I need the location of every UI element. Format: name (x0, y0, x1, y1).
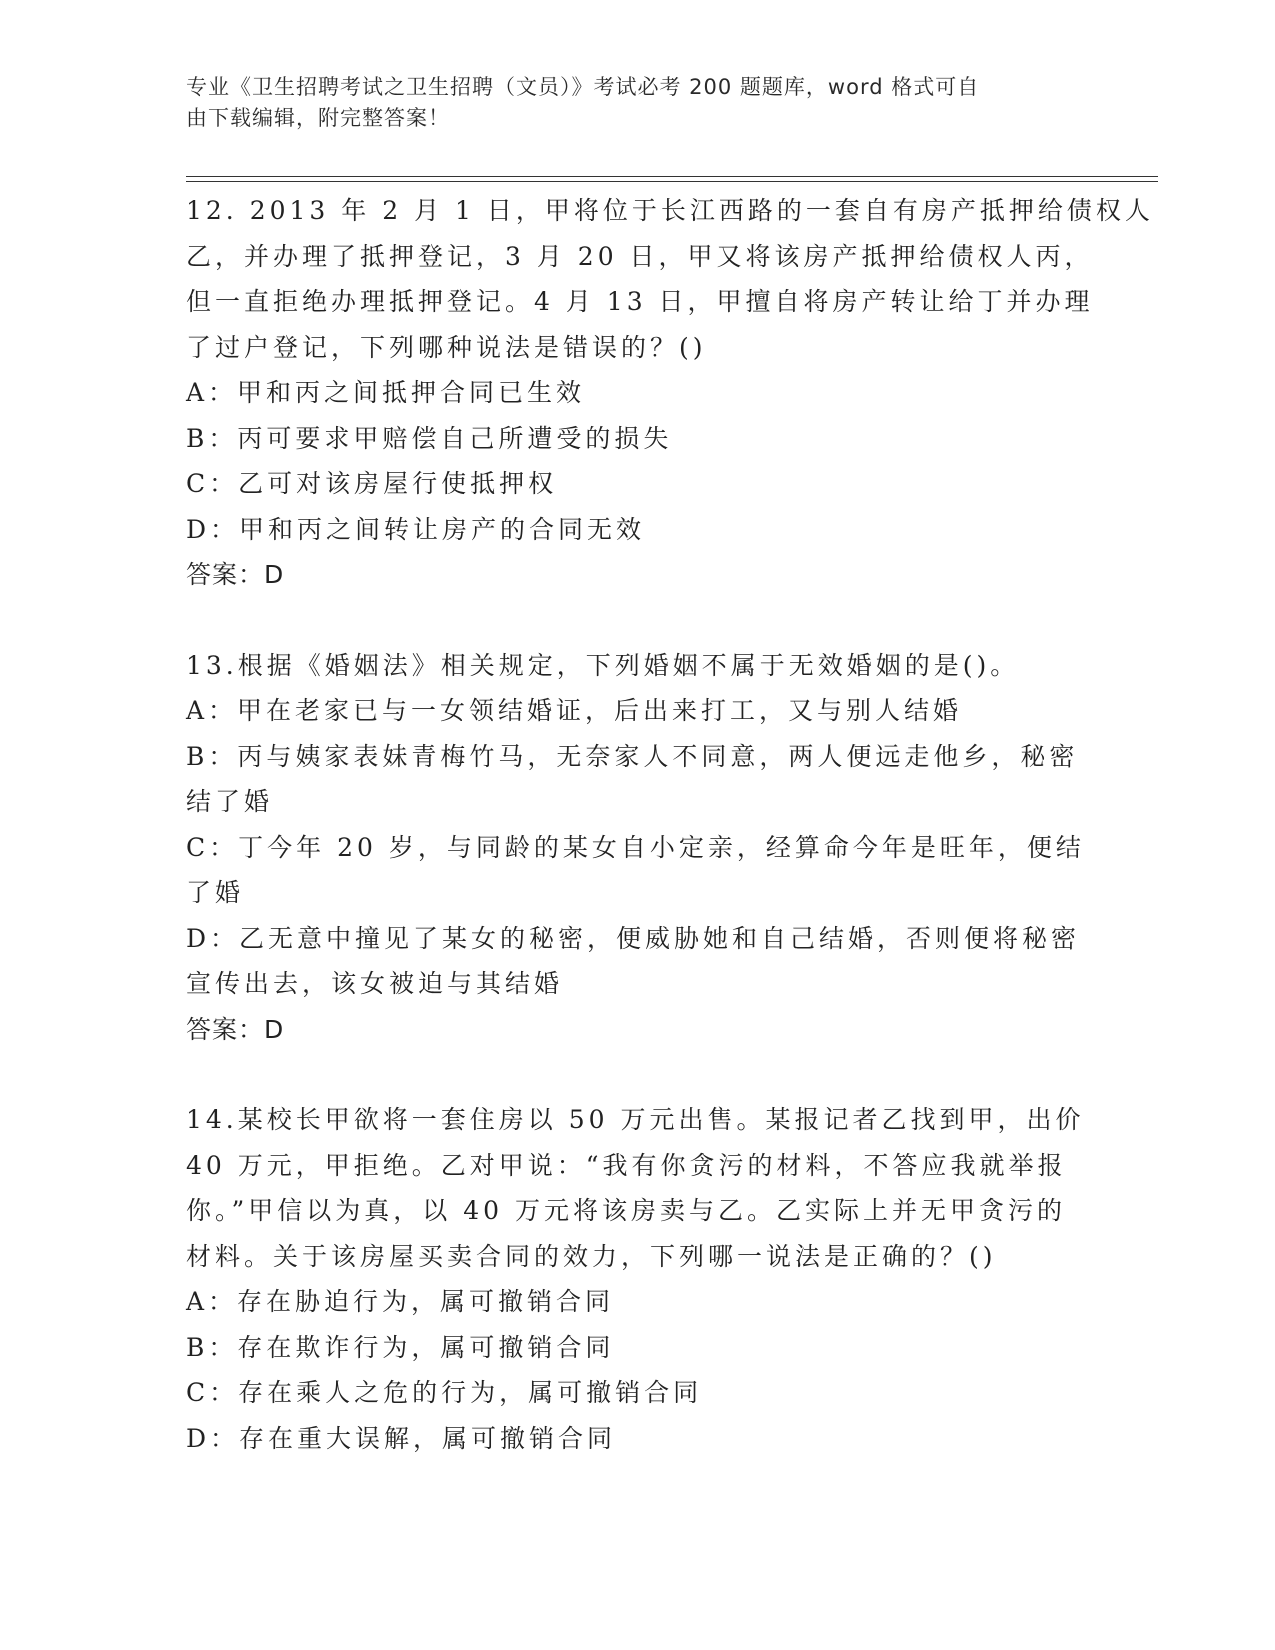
question-spacer (186, 1052, 1086, 1097)
answer-line: 答案：D (186, 560, 285, 589)
question-text-line: 但一直拒绝办理抵押登记。4 月 13 日，甲擅自将房产转让给丁并办理 (186, 287, 1094, 316)
option-b: B：存在欺诈行为，属可撤销合同 (186, 1332, 615, 1362)
header-line-2: 由下载编辑，附完整答案！ (186, 106, 450, 130)
document-header (186, 72, 1066, 134)
option-a: A：存在胁迫行为，属可撤销合同 (186, 1287, 615, 1316)
option-c-continued: 了婚 (186, 878, 245, 907)
question-list (186, 188, 1154, 1461)
question-text-line: 12. 2013 年 2 月 1 日，甲将位于长江西路的一套自有房产抵押给债权人 (186, 196, 1154, 225)
question-3 (186, 1097, 1086, 1461)
option-c: C：乙可对该房屋行使抵押权 (186, 469, 558, 498)
question-text-line: 13.根据《婚姻法》相关规定，下列婚姻不属于无效婚姻的是()。 (186, 650, 1020, 680)
question-text-line: 14.某校长甲欲将一套住房以 50 万元出售。某报记者乙找到甲，出价 (186, 1105, 1085, 1134)
option-d: D：甲和丙之间转让房产的合同无效 (186, 514, 646, 544)
question-text-line: 40 万元，甲拒绝。乙对甲说：“我有你贪污的材料，不答应我就举报 (186, 1150, 1067, 1180)
question-text-line: 了过户登记，下列哪种说法是错误的？() (186, 332, 707, 362)
option-c: C：丁今年 20 岁，与同龄的某女自小定亲，经算命今年是旺年，便结 (186, 832, 1085, 862)
option-a: A：甲和丙之间抵押合同已生效 (186, 378, 586, 407)
question-text-line: 乙，并办理了抵押登记，3 月 20 日，甲又将该房产抵押给债权人丙， (186, 241, 1094, 271)
header-divider-bottom (186, 181, 1158, 182)
option-c: C：存在乘人之危的行为，属可撤销合同 (186, 1378, 703, 1407)
question-spacer (186, 598, 1086, 643)
option-d: D：存在重大误解，属可撤销合同 (186, 1423, 617, 1453)
question-1 (186, 188, 1154, 598)
answer-line: 答案：D (186, 1014, 285, 1044)
option-b-continued: 结了婚 (186, 787, 274, 816)
option-b: B：丙与姨家表妹青梅竹马，无奈家人不同意，两人便远走他乡，秘密 (186, 741, 1079, 771)
question-2 (186, 643, 1086, 1053)
option-a: A：甲在老家已与一女领结婚证，后出来打工，又与别人结婚 (186, 696, 963, 725)
option-d: D：乙无意中撞见了某女的秘密，便威胁她和自己结婚，否则便将秘密 (186, 923, 1081, 953)
option-b: B：丙可要求甲赔偿自己所遭受的损失 (186, 423, 673, 453)
question-text-line: 你。”甲信以为真，以 40 万元将该房卖与乙。乙实际上并无甲贪污的 (186, 1196, 1066, 1225)
header-line-1: 专业《卫生招聘考试之卫生招聘（文员）》考试必考 200 题题库，word 格式可自 (186, 75, 980, 99)
question-text-line: 材料。关于该房屋买卖合同的效力，下列哪一说法是正确的？() (186, 1241, 997, 1271)
header-divider-top (186, 176, 1158, 177)
option-d-continued: 宣传出去，该女被迫与其结婚 (186, 969, 564, 998)
